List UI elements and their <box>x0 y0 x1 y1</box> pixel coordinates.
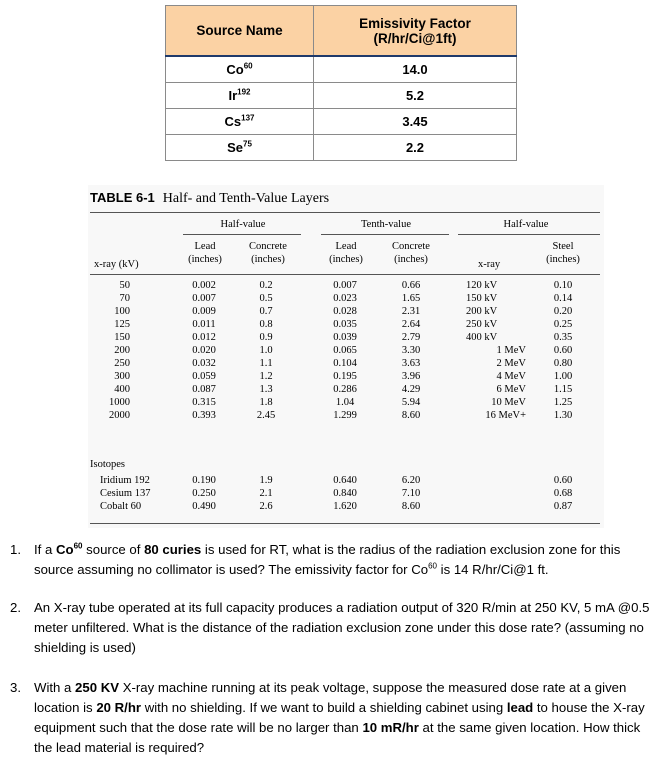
source-cell: Co$^{60}$ <box>166 56 314 83</box>
question-1: 1. If a Co$^{60}$ source of 80 curies is used for RT, what is the radius of the radiation exclusion zone for this source assuming no collimator is used? The emissivity factor for Co$^{60}$ is 14 R/hr/Ci@1 ft. <box>10 541 621 577</box>
divider <box>90 212 600 213</box>
header-source-name: Source Name <box>166 6 314 57</box>
table-title: TABLE 6-1 Half- and Tenth-Value Layers <box>90 190 330 206</box>
question-2 <box>10 598 660 658</box>
divider <box>183 234 301 235</box>
source-cell: Ir$^{192}$ <box>166 83 314 109</box>
concrete-tenth-column: 0.66 1.65 2.31 2.64 2.79 3.30 3.63 3.96 4.29 5.94 8.60 <box>401 280 421 421</box>
kv-column: 50 70 100 125 150 200 250 300 400 1000 2000 <box>109 280 130 421</box>
divider <box>90 274 600 275</box>
header-steel: Steel (inches) <box>546 241 580 265</box>
group-half-value: Half-value <box>220 219 266 230</box>
question-3: 3. With a 250 KV X-ray machine running at its peak voltage, suppose the measured dose rate at a given location is 20 R/hr with no shielding. If we want to build a shielding cabinet using lead to house the X-ray equipment such that the dose rate will be no larger than 10 mR/hr at the same given location. How thick the lead material is required? <box>10 680 645 755</box>
table-row <box>166 56 517 83</box>
question-number: 3. <box>10 680 21 695</box>
isotope-names: Iridium 192 Cesium 137 Cobalt 60 <box>100 475 151 512</box>
factor-cell: 14.0 <box>314 56 517 83</box>
table-row <box>166 135 517 161</box>
header-emissivity-units: (R/hr/Ci@1ft) <box>373 30 457 46</box>
emissivity-table <box>165 5 517 161</box>
iso-lead-half: 0.190 0.250 0.490 <box>192 475 216 512</box>
steel-column: 0.10 0.14 0.20 0.25 0.35 0.60 0.80 1.00 1.15 1.25 1.30 <box>553 280 573 421</box>
iso-concrete-half: 1.9 2.1 2.6 <box>259 475 273 512</box>
divider <box>458 234 600 235</box>
xray-kv-list: 120 kV 150 kV 200 kV 250 kV 400 kV <box>466 280 498 343</box>
header-concrete-tenth: Concrete (inches) <box>392 241 430 265</box>
table-row <box>166 83 517 109</box>
group-tenth-value: Tenth-value <box>361 219 411 230</box>
factor-cell: 5.2 <box>314 83 517 109</box>
question-text: An X-ray tube operated at its full capacity produces a radiation output of 320 R/min at 250 KV, 5 mA @0.5 meter unfiltered. What is the distance of the radiation exclusion zone under this dose rate? (assuming no shielding is used) <box>34 600 650 655</box>
header-lead-tenth: Lead (inches) <box>329 241 363 265</box>
lead-tenth-column: 0.007 0.023 0.028 0.035 0.039 0.065 0.104 0.195 0.286 1.04 1.299 <box>333 280 357 421</box>
header-lead: Lead (inches) <box>188 241 222 265</box>
source-cell: Cs$^{137}$ <box>166 109 314 135</box>
source-cell: Se$^{75}$ <box>166 135 314 161</box>
concrete-half-column: 0.2 0.5 0.7 0.8 0.9 1.0 1.1 1.2 1.3 1.8 2.45 <box>256 280 276 421</box>
divider <box>90 523 600 524</box>
lead-half-column: 0.002 0.007 0.009 0.011 0.012 0.020 0.032 0.059 0.087 0.315 0.393 <box>192 280 216 421</box>
half-tenth-value-table <box>88 185 604 528</box>
table-row <box>166 109 517 135</box>
divider <box>321 234 449 235</box>
iso-concrete-tenth: 6.20 7.10 8.60 <box>401 475 421 512</box>
factor-cell: 3.45 <box>314 109 517 135</box>
factor-cell: 2.2 <box>314 135 517 161</box>
isotopes-label: Isotopes <box>90 459 125 470</box>
question-number: 1. <box>10 542 21 557</box>
header-xray-kv: x-ray (kV) <box>94 259 139 270</box>
question-number: 2. <box>10 600 21 615</box>
header-emissivity-title: Emissivity Factor <box>359 15 471 31</box>
header-emissivity-factor <box>314 6 517 57</box>
iso-steel: 0.60 0.68 0.87 <box>553 475 573 512</box>
group-half-value-steel: Half-value <box>503 219 549 230</box>
iso-lead-tenth: 0.640 0.840 1.620 <box>333 475 357 512</box>
header-concrete: Concrete (inches) <box>249 241 287 265</box>
header-xray: x-ray <box>478 259 501 270</box>
xray-mev-list: 1 MeV 2 MeV 4 MeV 6 MeV 10 MeV 16 MeV+ <box>485 345 526 421</box>
